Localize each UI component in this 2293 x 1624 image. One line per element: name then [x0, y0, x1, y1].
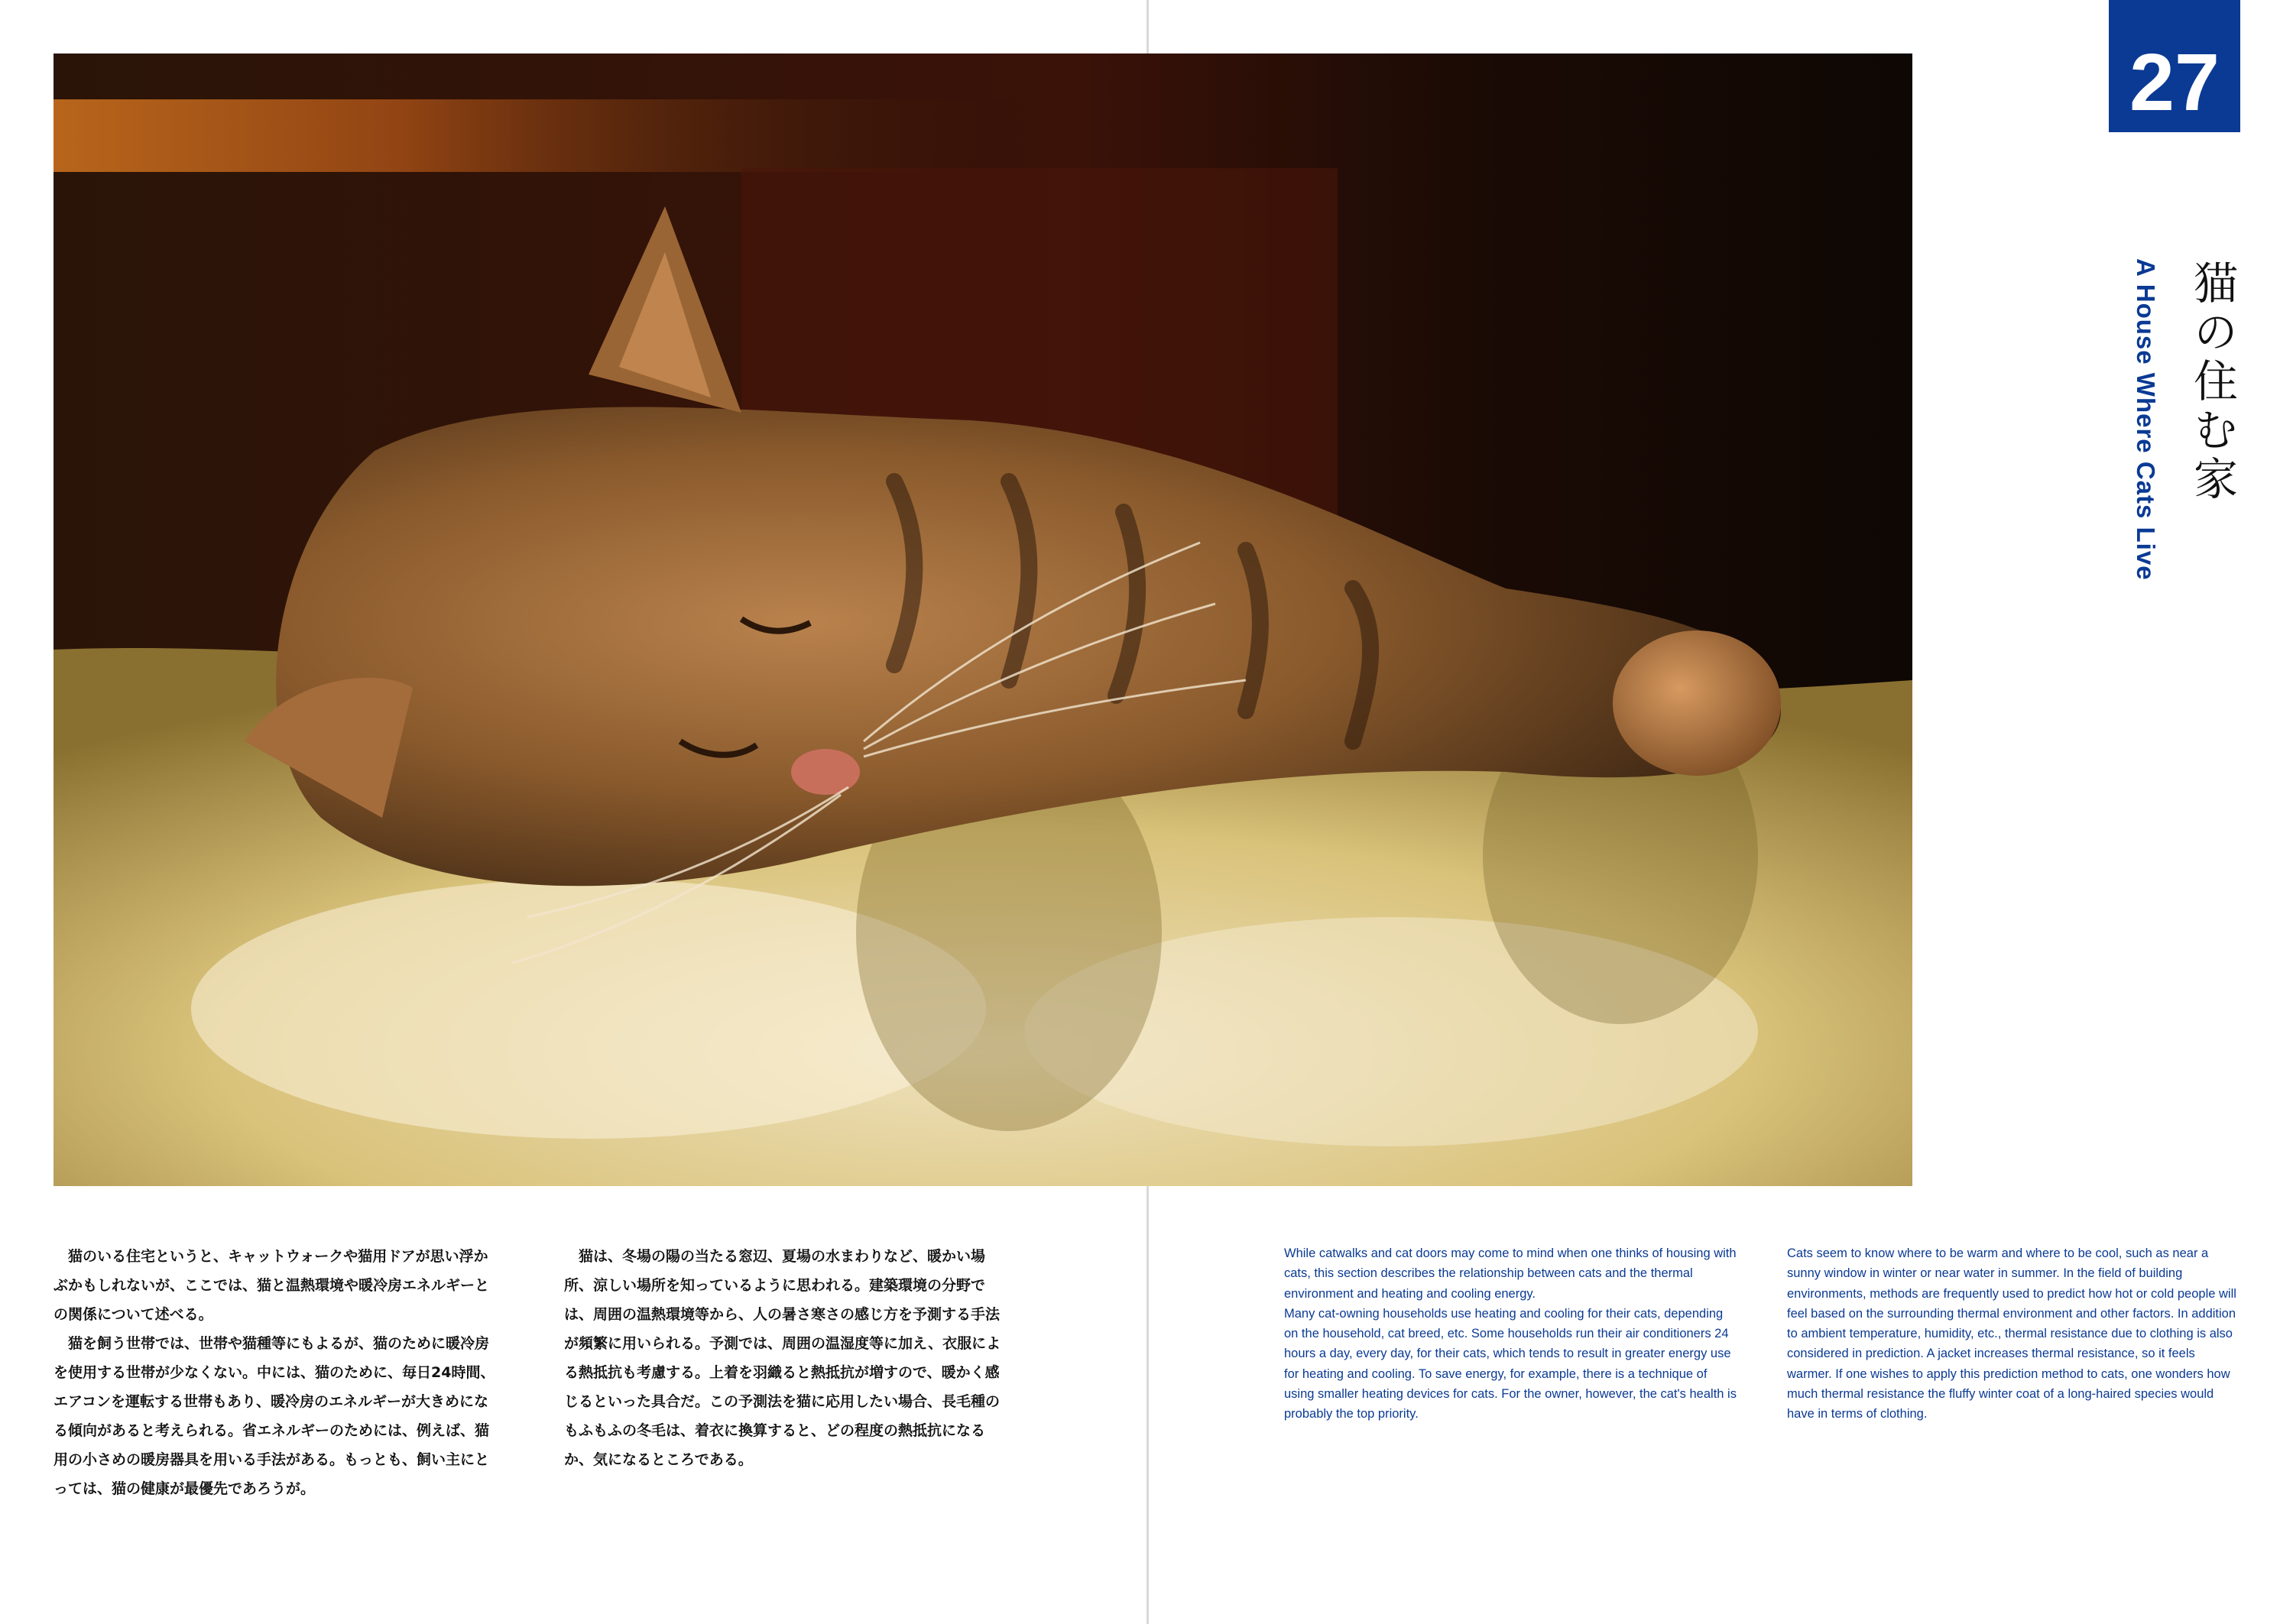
body-ja-column-1 [54, 1242, 501, 1503]
paragraph: 猫は、冬場の陽の当たる窓辺、夏場の水まわりなど、暖かい場所、涼しい場所を知っているように思われる。建築環境の分野では、周囲の温熱環境等から、人の暑さ寒さの感じ方を予測する手法が頻繁に用いられる。予測では、周囲の温湿度等に加え、衣服による熱抵抗も考慮する。上着を羽織ると熱抵抗が増すので、暖かく感じるといった具合だ。この予測法を猫に応用したい場合、長毛種のもふもふの冬毛は、着衣に換算すると、どの程度の熱抵抗になるか、気になるところである。 [564, 1248, 1001, 1468]
chapter-title-en: A House Where Cats Live [2132, 258, 2160, 581]
paragraph: 猫を飼う世帯では、世帯や猫種等にもよるが、猫のために暖冷房を使用する世帯が少なくない。中には、猫のために、毎日24時間、エアコンを運転する世帯もあり、暖冷房のエネルギーが大きめになる傾向があると考えられる。省エネルギーのためには、例えば、猫用の小さめの暖房器具を用いる手法がある。もっとも、飼い主にとっては、猫の健康が最優先であろうが。 [54, 1335, 495, 1497]
paragraph: 猫のいる住宅というと、キャットウォークや猫用ドアが思い浮かぶかもしれないが、ここでは、猫と温熱環境や暖冷房エネルギーとの関係について述べる。 [54, 1248, 490, 1323]
paragraph: While catwalks and cat doors may come to mind when one thinks of housing with cats, this section describes the relationship between cats and the thermal environment and heating and cooling energy. [1284, 1246, 1737, 1301]
cat-photo-illustration [54, 53, 1912, 1186]
paragraph: Cats seem to know where to be warm and where to be cool, such as near a sunny window in winter or near water in summer. In the field of building environments, methods are frequently used to predict how hot or cold people will feel based on the surrounding thermal environment and other factors. In addition to ambient temperature, humidity, etc., thermal resistance due to clothing is also considered in prediction. A jacket increases thermal resistance, so it feels warmer. If one wishes to apply this prediction method to cats, one wonders how much thermal resistance the fluffy winter coat of a long-haired species would have in terms of clothing. [1787, 1246, 2236, 1421]
chapter-title-ja: 猫の住む家 [2186, 260, 2238, 504]
photo-cat-sleeping [54, 53, 1912, 1186]
paragraph: Many cat-owning households use heating and cooling for their cats, depending on the household, cat breed, etc. Some households run their air conditioners 24 hours a day, every day, for their cats, which tends to result in greater energy use for heating and cooling. To save energy, for example, there is a technique of using smaller heating devices for cats. For the owner, however, the cat's health is probably the top priority. [1284, 1306, 1737, 1421]
body-en-column-2 [1787, 1243, 2242, 1425]
body-ja-column-2 [564, 1242, 1011, 1474]
body-en-column-1 [1284, 1243, 1739, 1425]
chapter-number-badge: 27 [2109, 0, 2240, 132]
